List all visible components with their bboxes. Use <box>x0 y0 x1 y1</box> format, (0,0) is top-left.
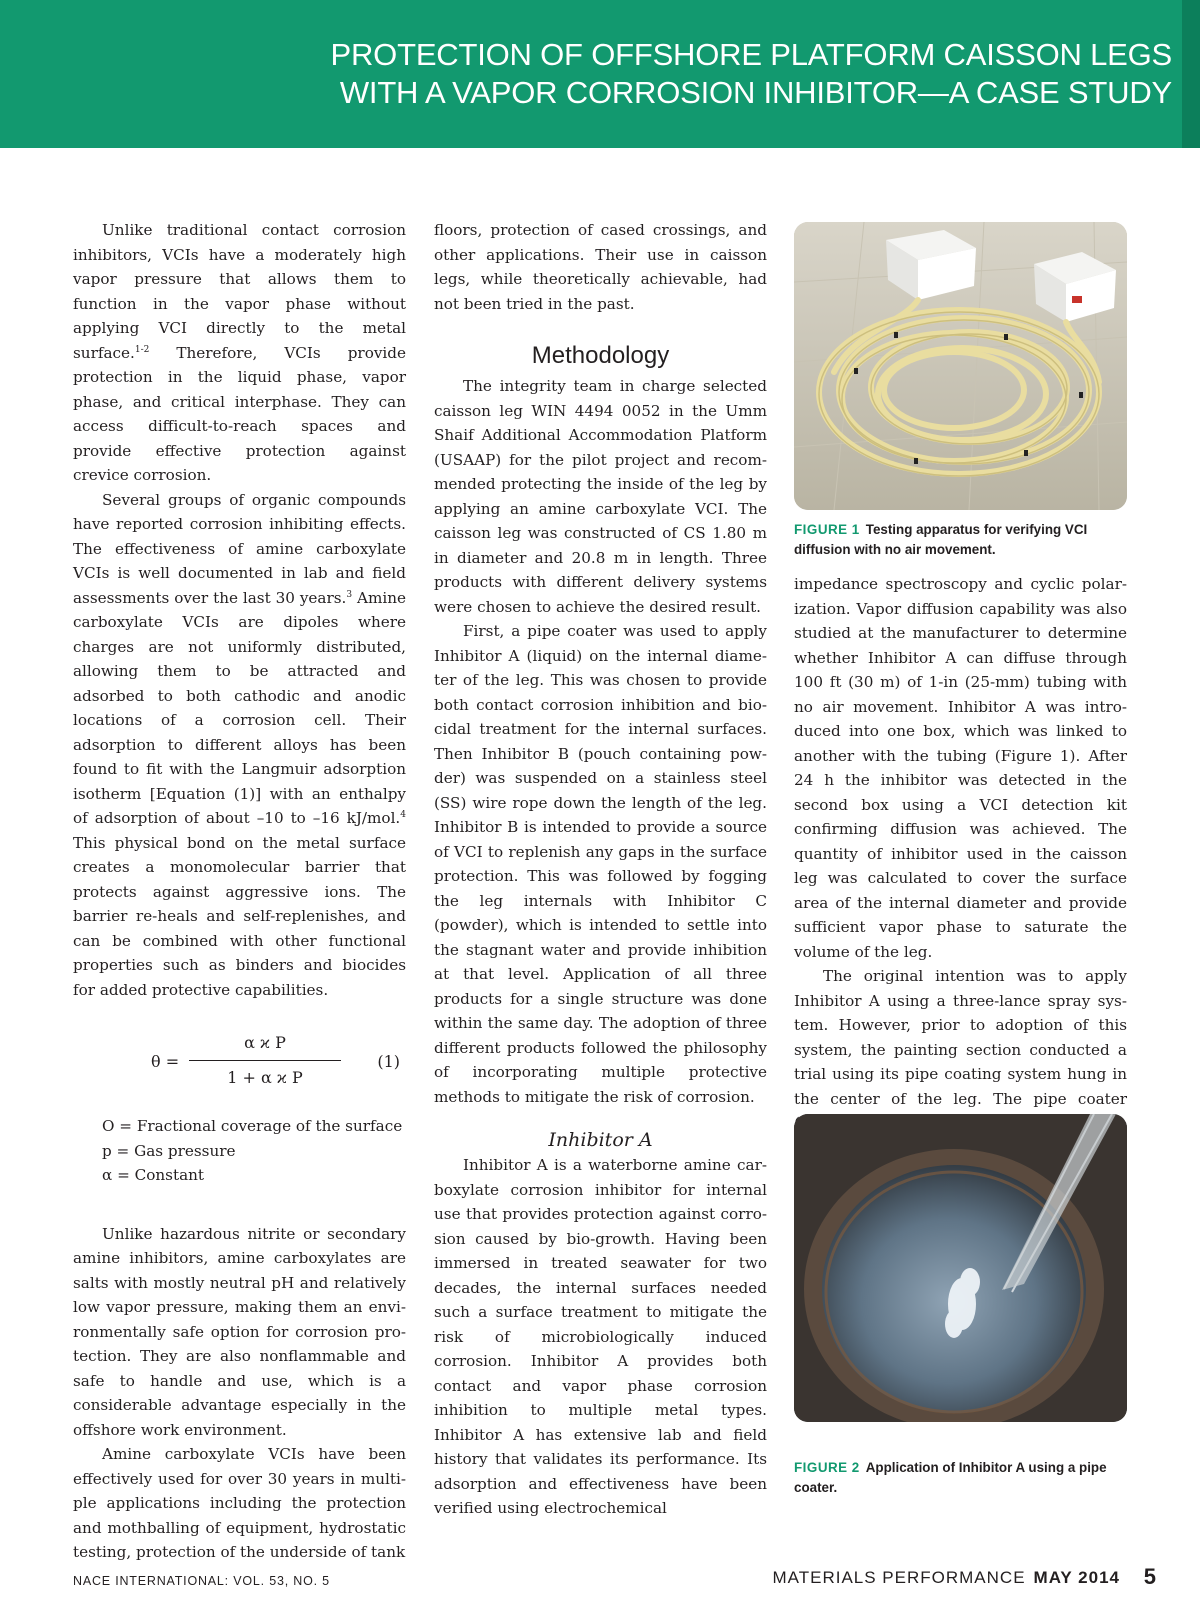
paragraph: floors, protection of cased crossings, and other applications. Their use in caisson legs, while theoretically achievable, had not been tried in the past. <box>434 221 767 313</box>
figure-1-caption-text: Testing apparatus for verifying VCI diffusion with no air movement. <box>794 522 1088 557</box>
equation-denominator: 1 + α ϰ P <box>227 1068 303 1087</box>
footer-issue-date: MAY 2014 <box>1033 1568 1120 1587</box>
legend-item: O = Fractional coverage of the surface <box>102 1117 403 1135</box>
legend-item: α = Constant <box>102 1166 205 1184</box>
page-number: 5 <box>1143 1564 1156 1589</box>
figure-2-photo <box>794 1114 1127 1422</box>
equation-legend <box>102 1114 406 1188</box>
paragraph: The original intention was to apply Inhibitor A using a three-lance spray system. However, prior to adoption of this system, the painting section conducted a trial using its pipe coating system hung in the center of the leg. The pipe coater <box>794 967 1127 1108</box>
figure-2-caption <box>794 1458 1127 1498</box>
text-column-3 <box>794 572 1127 1136</box>
equation-numerator: α ϰ P <box>244 1033 286 1052</box>
paragraph: First, a pipe coater was used to apply Inhibitor A (liquid) on the internal diameter of the leg. This was chosen to provide both contact corrosion inhibition and biocidal treatment for the internal surfaces. Then Inhibitor B (pouch containing powder) was suspended on a stainless steel (SS) wire rope down the length of the leg. Inhibitor B is intended to provide a source of VCI to replenish any gaps in the surface protection. This was followed by fogging the leg internals with Inhibitor C (powder), which is intended to settle into the stagnant water and provide inhibition at that level. Application of all three products for a single structure was done within the same day. The adoption of three different products followed the philosophy of incorporating multiple protective methods to mitigate the risk of corrosion. <box>434 622 767 1106</box>
article-title <box>331 36 1173 112</box>
figure-2-caption-text: Application of Inhibitor A using a pipe coater. <box>794 1460 1107 1495</box>
legend-item: p = Gas pressure <box>102 1141 236 1160</box>
text-column-1 <box>73 218 406 1565</box>
footer-journal-info <box>73 1574 330 1588</box>
reference-superscript: 3 <box>346 589 353 600</box>
paragraph: Unlike hazardous nitrite or secondary amine inhibitors, amine carboxylates are salts with mostly neutral pH and relatively low vapor pressure, making them an environmentally safe option for corrosion protection. They are also nonflammable and safe to handle and use, which is a considerable advantage especially in the offshore work environment. <box>73 1224 406 1439</box>
paragraph: Amine carboxylate VCIs have been effectively used for over 30 years in multiple applications including the protection and mothballing of equipment, hydrostatic testing, protection of the underside of tank <box>73 1445 406 1561</box>
spacer <box>73 1188 406 1222</box>
equation-number: (1) <box>377 1052 400 1071</box>
equation-fraction <box>189 1030 341 1091</box>
footer-magazine-name: MATERIALS PERFORMANCE <box>772 1568 1026 1587</box>
section-heading-methodology: Methodology <box>531 342 670 369</box>
paragraph: The integrity team in charge selected caisson leg WIN 4494 0052 in the Umm Shaif Additional Accommodation Platform (USAAP) for the pilot project and recommended protecting the inside of the leg by applying an amine carboxylate VCI. The caisson leg was constructed of CS 1.80 m in diameter and 20.8 m in length. Three products with different delivery systems were chosen to achieve the desired result. <box>434 377 767 616</box>
reference-superscript: 4 <box>400 810 406 820</box>
fraction-bar <box>189 1060 341 1061</box>
header-banner <box>0 0 1200 148</box>
footer-journal-name: NACE INTERNATIONAL: <box>73 1574 229 1588</box>
header-edge-strip <box>1182 0 1200 148</box>
tubing-test-apparatus-illustration <box>794 222 1127 510</box>
reference-superscript: 1-2 <box>134 344 150 355</box>
paragraph: impedance spectroscopy and cyclic polarization. Vapor diffusion capability was also studied at the manufacturer to determine whether Inhibitor A can diffuse through 100 ft (30 m) of 1-in (25-mm) tubing with no air movement. Inhibitor A was introduced into one box, which was linked to another with the tubing (Figure 1). After 24 h the inhibitor was detected in the second box using a VCI detection kit confirming diffusion was achieved. The quantity of inhibitor used in the caisson leg was calculated to cover the surface area of the internal diameter and provide sufficient vapor phase to saturate the volume of the leg. <box>794 575 1127 961</box>
figure-2-label: FIGURE 2 <box>794 1460 860 1475</box>
figure-1-caption <box>794 520 1127 560</box>
langmuir-equation <box>73 1030 406 1096</box>
pipe-coater-illustration <box>794 1114 1127 1422</box>
figure-1-photo <box>794 222 1127 510</box>
footer-magazine-info <box>772 1568 1120 1588</box>
paragraph: Several groups of organic compounds have reported corrosion inhibiting effects. The effectiveness of amine carboxylate VCIs is well documented in lab and field assessments over the last 30 years.$^3$ Amine carboxylate VCIs are dipoles where charges are not uniformly distributed, allowing them to be attracted and adsorbed to both cathodic and anodic locations of a corrosion cell. Their adsorption to different alloys has been found to fit with the Langmuir adsorption isotherm [Equation (1)] with an enthalpy of adsorption of about –10 to –16 kJ/mol.$^4$ This physical bond on the metal surface creates a monomolecular barrier that protects against aggressive ions. The barrier re-heals and self-replenishes, and can be combined with other functional properties such as binders and biocides for added protective capabilities. <box>73 490 406 999</box>
paragraph: Unlike traditional contact corrosion inhibitors, VCIs have a moderately high vapor pressure that allows them to function in the vapor phase without applying VCI directly to the metal surface.$^{1-2}$ Therefore, VCIs provide protection in the liquid phase, vapor phase, and critical interphase. They can access difficult-to-reach spaces and provide effective protection against crevice corrosion. <box>73 221 406 484</box>
figure-1-label: FIGURE 1 <box>794 522 860 537</box>
subsection-heading-inhibitor-a: Inhibitor A <box>548 1129 653 1151</box>
text-column-2 <box>434 218 767 1521</box>
footer-volume: VOL. 53, NO. 5 <box>228 1574 330 1588</box>
article-title-line-2: WITH A VAPOR CORROSION INHIBITOR—A CASE STUDY <box>339 75 1172 110</box>
equation-lhs: θ = <box>151 1052 180 1071</box>
article-title-line-1: PROTECTION OF OFFSHORE PLATFORM CAISSON LEGS <box>330 37 1172 72</box>
paragraph: Inhibitor A is a waterborne amine carboxylate corrosion inhibitor for internal use that provides protection against corrosion caused by bio-growth. Having been immersed in treated seawater for two decades, the internal surfaces needed such a surface treatment to mitigate the risk of microbiologically induced corrosion. Inhibitor A provides both contact and vapor phase corrosion inhibition to multiple metal types. Inhibitor A has extensive lab and field history that validates its performance. Its adsorption and effectiveness have been verified using electrochemical <box>434 1156 767 1517</box>
